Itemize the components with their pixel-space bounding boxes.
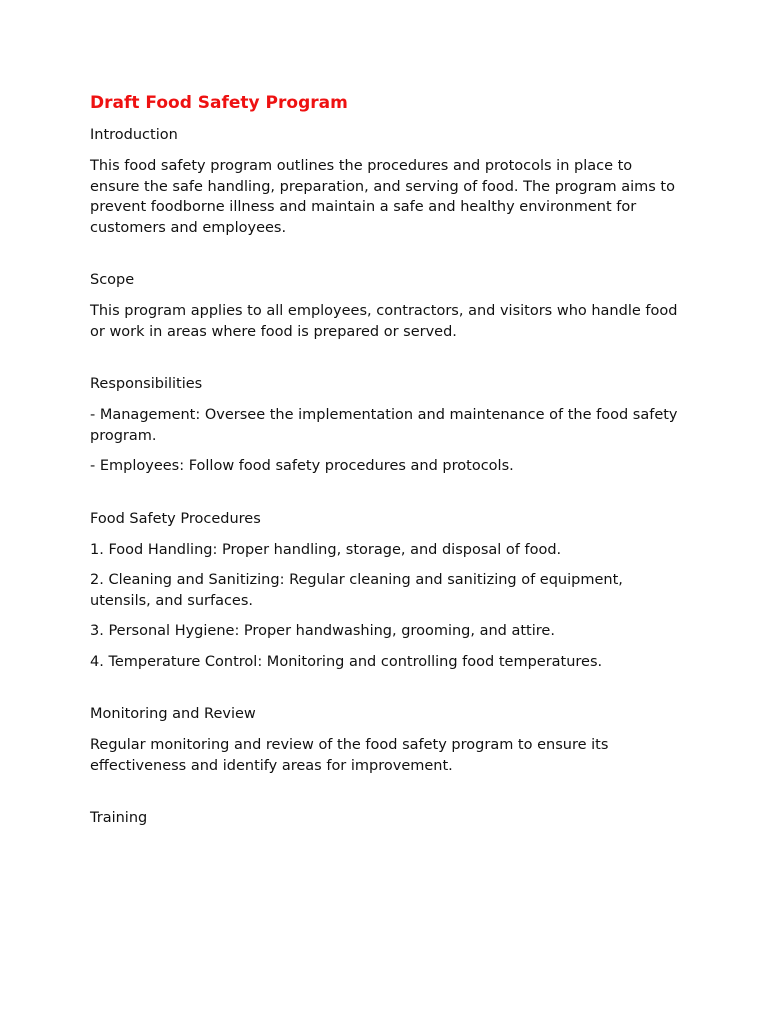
section-heading-introduction: Introduction — [90, 127, 178, 143]
section-responsibilities — [90, 374, 680, 477]
section-heading-monitoring: Monitoring and Review — [90, 706, 256, 722]
section-body-introduction: This food safety program outlines the procedures and protocols in place to ensure the safe handling, preparation, and serving of food. The program aims to prevent foodborne illness and maintain a safe and healthy environment for customers and employees. — [90, 158, 675, 236]
section-body-scope: This program applies to all employees, contractors, and visitors who handle food or work in areas where food is prepared or served. — [90, 303, 678, 340]
procedure-item-cleaning: 2. Cleaning and Sanitizing: Regular cleaning and sanitizing of equipment, utensils, and surfaces. — [90, 572, 623, 609]
procedure-item-temperature: 4. Temperature Control: Monitoring and controlling food temperatures. — [90, 653, 603, 670]
section-training — [90, 808, 680, 829]
document-content — [90, 92, 680, 861]
section-heading-procedures: Food Safety Procedures — [90, 510, 261, 527]
section-heading-responsibilities: Responsibilities — [90, 376, 203, 392]
section-monitoring — [90, 704, 680, 776]
responsibility-item-employees: - Employees: Follow food safety procedures and protocols. — [90, 458, 514, 474]
procedure-item-food-handling: 1. Food Handling: Proper handling, storage, and disposal of food. — [90, 541, 562, 558]
responsibility-item-management: - Management: Oversee the implementation and maintenance of the food safety program. — [90, 407, 678, 444]
section-body-monitoring: Regular monitoring and review of the food safety program to ensure its effectiveness and identify areas for improvement. — [90, 737, 609, 774]
section-heading-scope: Scope — [90, 272, 135, 288]
section-procedures — [90, 509, 680, 673]
section-heading-training: Training — [90, 810, 148, 826]
section-scope — [90, 270, 680, 342]
procedure-item-hygiene: 3. Personal Hygiene: Proper handwashing, grooming, and attire. — [90, 623, 555, 639]
document-title: Draft Food Safety Program — [90, 93, 348, 113]
section-introduction — [90, 125, 680, 238]
